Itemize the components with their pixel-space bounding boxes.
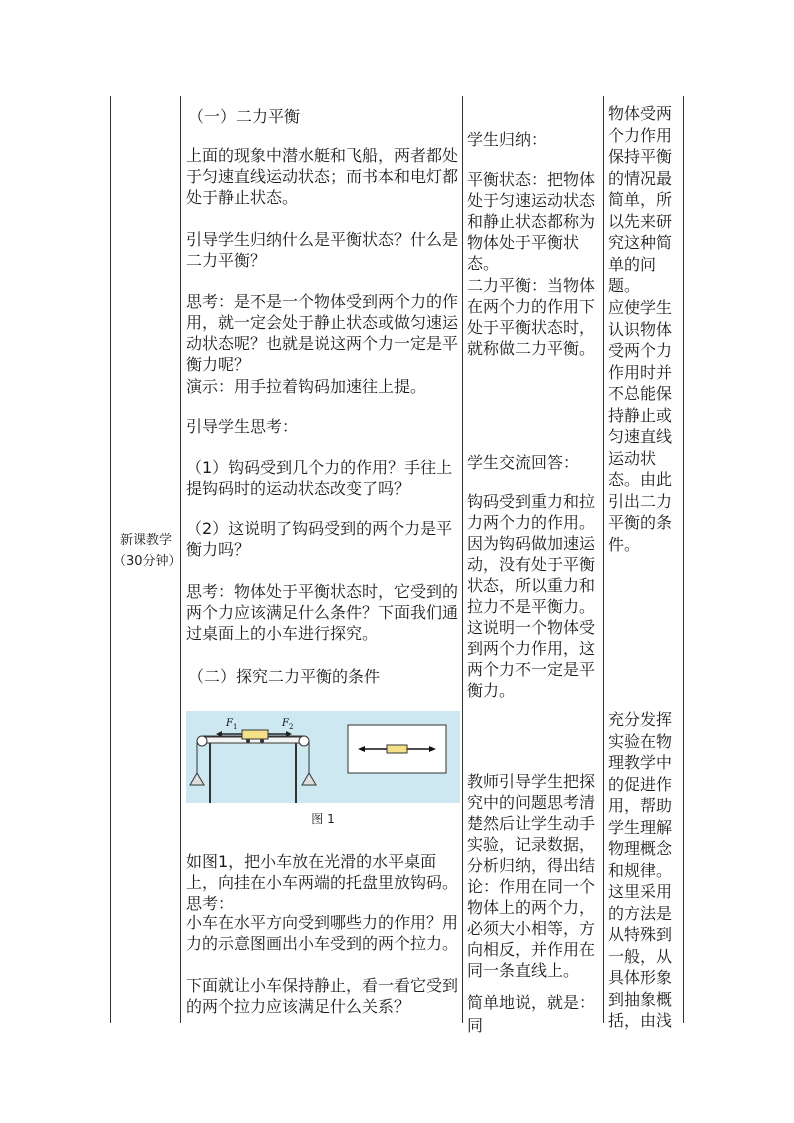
cart: [242, 730, 268, 739]
paragraph: 平衡状态：把物体处于匀速运动状态和静止状态都称为物体处于平衡状态。: [467, 170, 596, 273]
paragraph: 充分发挥实验在物理教学中的促进作用，帮助学生理解物理概念和规律。这里采用的方法是从特殊到一般，从具体形象到抽象概括，由浅: [608, 710, 673, 1030]
figure-caption: 图 1: [311, 812, 335, 826]
paragraph: 引导学生思考：: [186, 417, 299, 436]
label-f2: F: [282, 718, 289, 729]
paragraph: 思考：物体处于平衡状态时，它受到的两个力应该满足什么条件？下面我们通过桌面上的小车进行探究。: [186, 582, 459, 643]
pulley-right-icon: [299, 736, 309, 746]
schematic-cart: [387, 745, 407, 753]
section-heading-1: （一）二力平衡: [188, 107, 301, 126]
stage-name: 新课教学: [119, 533, 172, 548]
table-border-left: [110, 96, 111, 1023]
paragraph: 物体受两个力作用保持平衡的情况最简单，所以先来研究这种简单的问题。: [608, 104, 673, 295]
paragraph: 学生交流回答：: [467, 453, 580, 472]
paragraph: 二力平衡：当物体在两个力的作用下处于平衡状态时，就称做二力平衡。: [467, 276, 596, 358]
table-border-col2: [462, 96, 463, 1023]
stage-duration: （30分钟）: [113, 554, 182, 569]
cart-wheel: [246, 739, 250, 743]
paragraph: 学生归纳：: [467, 130, 548, 149]
tray-left: [190, 773, 204, 785]
paragraph: 上面的现象中潜水艇和飞船，两者都处于匀速直线运动状态；而书本和电灯都处于静止状态。: [186, 146, 459, 207]
cart-pulley-diagram: [186, 711, 460, 803]
cart-wheel: [260, 739, 264, 743]
section-heading-2: （二）探究二力平衡的条件: [188, 667, 381, 686]
table-border-col3: [603, 96, 604, 1023]
paragraph: （2）这说明了钩码受到的两个力是平衡力吗？: [186, 519, 453, 559]
label-f1-sub: 1: [233, 723, 238, 731]
experiment-figure: [186, 711, 460, 803]
paragraph: 思考：是不是一个物体受到两个力的作用，就一定会处于静止状态或做匀速运动状态呢？也就是说这两个力一定是平衡力呢？: [186, 292, 459, 374]
table-border-right: [683, 96, 684, 1023]
stage-cell: [113, 530, 182, 572]
pulley-left-icon: [197, 736, 207, 746]
paragraph: 钩码受到重力和拉力两个力的作用。因为钩码做加速运动，没有处于平衡状态，所以重力和拉力不是平衡力。这说明一个物体受到两个力作用，这两个力不一定是平衡力。: [467, 492, 596, 700]
paragraph: 小车在水平方向受到哪些力的作用？用力的示意图画出小车受到的两个拉力。: [186, 913, 459, 953]
paragraph: 如图1，把小车放在光滑的水平桌面上，向挂在小车两端的托盘里放钩码。思考：: [186, 852, 459, 913]
label-f2-sub: 2: [289, 723, 294, 731]
paragraph: 引导学生归纳什么是平衡状态？什么是二力平衡？: [186, 230, 459, 270]
tray-right: [302, 773, 316, 785]
paragraph: 演示：用手拉着钩码加速往上提。: [186, 377, 427, 396]
paragraph: 应使学生认识物体受两个力作用时并不总能保持静止或匀速直线运动状态。由此引出二力平衡的条件。: [608, 298, 673, 554]
paragraph: 下面就让小车保持静止，看一看它受到的两个拉力应该满足什么关系？: [186, 976, 459, 1016]
paragraph: 简单地说，就是：同: [467, 993, 596, 1035]
label-f1: F: [226, 718, 233, 729]
paragraph: （1）钩码受到几个力的作用？手往上提钩码时的运动状态改变了吗？: [186, 458, 453, 498]
paragraph: 教师引导学生把探究中的问题思考清楚然后让学生动手实验，记录数据，分析归纳，得出结论：作用在同一个物体上的两个力，必须大小相等，方向相反，并作用在同一条直线上。: [467, 772, 596, 980]
